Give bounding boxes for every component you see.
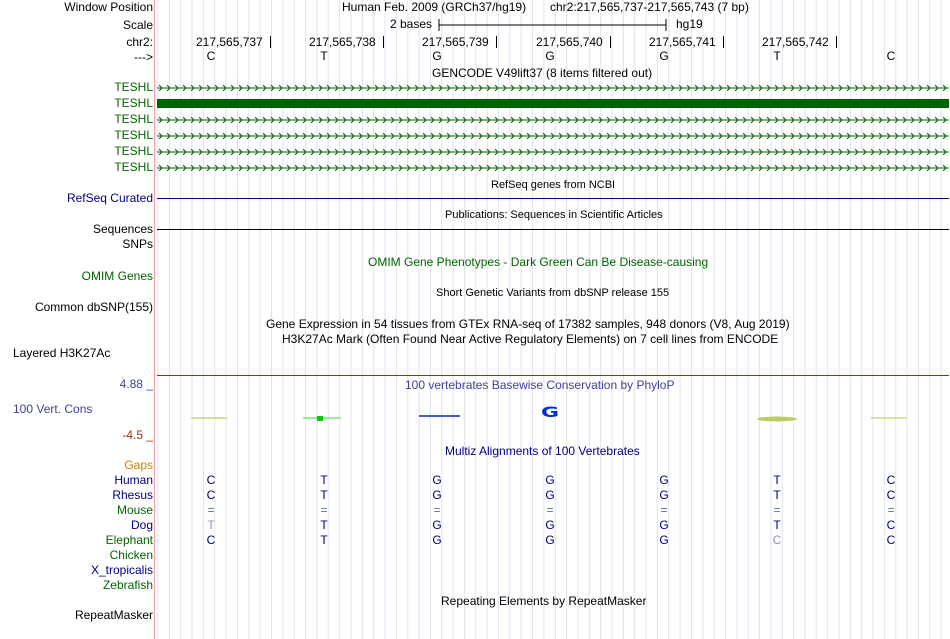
coordinate-tick <box>836 36 837 48</box>
alignment-base: G <box>545 488 555 502</box>
h3k27ac-track-label[interactable]: Layered H3K27Ac <box>13 346 111 360</box>
species-label[interactable]: Elephant <box>105 533 153 547</box>
alignment-base: = <box>546 503 554 517</box>
gencode-item-label[interactable]: TESHL <box>114 160 153 174</box>
species-label[interactable]: X_tropicalis <box>90 563 153 577</box>
alignment-base: T <box>773 518 781 532</box>
alignment-base: C <box>206 473 216 487</box>
alignment-base: C <box>886 518 896 532</box>
coordinate-label: 217,565,741 <box>649 35 716 49</box>
species-label[interactable]: Dog <box>130 518 153 532</box>
reference-base: G <box>545 49 555 63</box>
alignment-base: G <box>432 473 442 487</box>
coordinate-label: 217,565,742 <box>762 35 829 49</box>
gencode-intron-line[interactable] <box>157 84 949 91</box>
coordinate-tick <box>610 36 611 48</box>
sequences-line <box>157 229 949 230</box>
coordinate-tick <box>383 36 384 48</box>
scale-db: hg19 <box>676 17 703 31</box>
alignment-base: C <box>206 533 216 547</box>
reference-base: C <box>886 49 896 63</box>
alignment-base: G <box>545 518 555 532</box>
publications-track-title[interactable]: Publications: Sequences in Scientific Articles <box>445 209 663 221</box>
position-readout[interactable]: chr2:217,565,737-217,565,743 (7 bp) <box>550 0 749 14</box>
conservation-track-label[interactable]: 100 Vert. Cons <box>13 402 93 416</box>
conservation-min: -4.5 _ <box>122 428 153 442</box>
refseq-line <box>157 198 949 199</box>
alignment-base: C <box>206 488 216 502</box>
alignment-base: = <box>207 503 215 517</box>
coordinate-label: 217,565,737 <box>196 35 263 49</box>
window-position-label: Window Position <box>64 0 153 14</box>
alignment-base: G <box>432 533 442 547</box>
alignment-base: T <box>773 488 781 502</box>
dbsnp-track-label[interactable]: Common dbSNP(155) <box>34 300 153 314</box>
refseq-track-title[interactable]: RefSeq genes from NCBI <box>491 179 616 191</box>
alignment-base: T <box>207 518 215 532</box>
gaps-label: Gaps <box>124 458 153 472</box>
alignment-base: = <box>320 503 328 517</box>
alignment-base: T <box>320 473 328 487</box>
omim-track-title[interactable]: OMIM Gene Phenotypes - Dark Green Can Be Disease-causing <box>368 255 709 269</box>
coordinate-label: 217,565,739 <box>422 35 489 49</box>
alignment-base: T <box>320 518 328 532</box>
alignment-base: G <box>659 533 669 547</box>
coordinate-label: 217,565,740 <box>536 35 603 49</box>
alignment-base: = <box>433 503 441 517</box>
h3k27ac-track-title[interactable]: H3K27Ac Mark (Often Found Near Active Regulatory Elements) on 7 cell lines from ENCODE <box>282 332 779 346</box>
conservation-track-title[interactable]: 100 vertebrates Basewise Conservation by PhyloP <box>405 378 675 392</box>
reference-base: G <box>659 49 669 63</box>
alignment-base: C <box>886 488 896 502</box>
repeatmasker-track-label[interactable]: RepeatMasker <box>74 608 153 622</box>
conservation-max: 4.88 _ <box>119 377 153 391</box>
alignment-base: T <box>320 488 328 502</box>
scale-label: Scale <box>122 18 153 32</box>
repeatmasker-track-title[interactable]: Repeating Elements by RepeatMasker <box>441 594 647 608</box>
alignment-base: = <box>887 503 895 517</box>
coordinate-tick <box>723 36 724 48</box>
gencode-intron-line[interactable] <box>157 116 949 123</box>
scale-bar-text: 2 bases <box>390 17 433 31</box>
gtex-track-title[interactable]: Gene Expression in 54 tissues from GTEx RNA-seq of 17382 samples, 948 donors (V8, Aug 2019) <box>266 317 790 331</box>
alignment-base: = <box>660 503 668 517</box>
gencode-item-label[interactable]: TESHL <box>114 96 153 110</box>
alignment-base: T <box>773 473 781 487</box>
alignment-base: G <box>545 473 555 487</box>
reference-base: T <box>773 49 781 63</box>
alignment-base: G <box>659 488 669 502</box>
alignment-base: C <box>772 533 782 547</box>
coordinate-label: 217,565,738 <box>309 35 376 49</box>
alignment-base: G <box>659 473 669 487</box>
alignment-base: C <box>886 533 896 547</box>
phylop-plot <box>155 396 950 426</box>
phylop-logo-g: G <box>540 404 560 421</box>
gencode-intron-line[interactable] <box>157 164 949 171</box>
gencode-item-label[interactable]: TESHL <box>114 128 153 142</box>
chr-label: chr2: <box>126 35 153 49</box>
alignment-base: T <box>320 533 328 547</box>
sequences-track-label[interactable]: Sequences <box>92 222 153 236</box>
coordinate-tick <box>270 36 271 48</box>
assembly-title: Human Feb. 2009 (GRCh37/hg19) <box>342 0 527 14</box>
coordinate-tick <box>496 36 497 48</box>
reference-base: C <box>206 49 216 63</box>
snps-track-label[interactable]: SNPs <box>122 237 153 251</box>
species-label[interactable]: Human <box>114 473 153 487</box>
alignment-base: G <box>432 518 442 532</box>
gencode-item-label[interactable]: TESHL <box>114 112 153 126</box>
species-label[interactable]: Chicken <box>109 548 153 562</box>
phylop-bar-6 <box>757 417 797 422</box>
omim-track-label[interactable]: OMIM Genes <box>81 269 153 283</box>
alignment-base: G <box>545 533 555 547</box>
reference-base: G <box>432 49 442 63</box>
alignment-base: G <box>659 518 669 532</box>
gencode-exon-block[interactable] <box>157 99 949 108</box>
species-label[interactable]: Mouse <box>116 503 153 517</box>
scale-bar <box>438 18 668 32</box>
gencode-intron-line[interactable] <box>157 148 949 155</box>
alignment-base: G <box>432 488 442 502</box>
gencode-intron-line[interactable] <box>157 132 949 139</box>
strand-arrow-label: ---> <box>134 50 153 64</box>
alignment-base: C <box>886 473 896 487</box>
dbsnp-track-title[interactable]: Short Genetic Variants from dbSNP release 155 <box>436 287 670 299</box>
reference-base: T <box>320 49 328 63</box>
gencode-item-label[interactable]: TESHL <box>114 144 153 158</box>
multiz-track-title[interactable]: Multiz Alignments of 100 Vertebrates <box>445 444 640 458</box>
gencode-track-title[interactable]: GENCODE V49lift37 (8 items filtered out) <box>432 66 653 80</box>
species-label[interactable]: Zebrafish <box>102 578 153 592</box>
alignment-base: = <box>773 503 781 517</box>
species-label[interactable]: Rhesus <box>112 488 153 502</box>
label-separator <box>154 0 155 639</box>
h3k27ac-baseline <box>157 375 949 376</box>
gencode-item-label[interactable]: TESHL <box>114 80 153 94</box>
refseq-track-label[interactable]: RefSeq Curated <box>66 191 153 205</box>
phylop-peak-2 <box>317 416 323 421</box>
